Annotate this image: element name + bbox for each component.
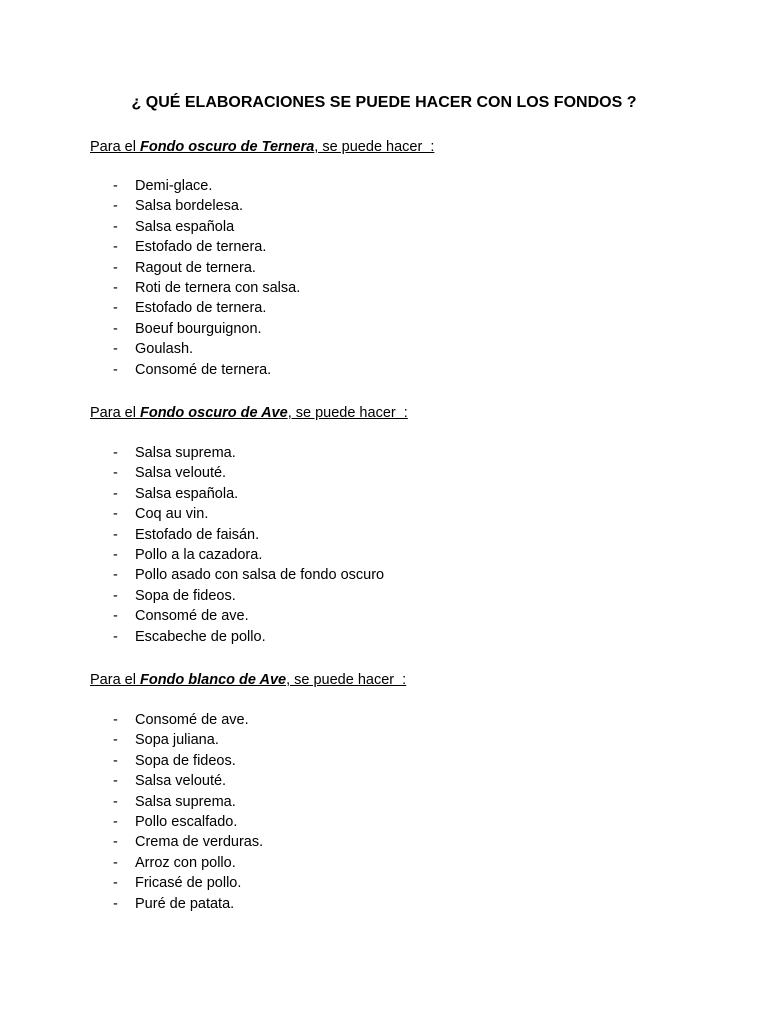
list-item-text: Estofado de ternera.: [135, 300, 267, 317]
bullet-dash: -: [113, 465, 118, 482]
bullet-dash: -: [113, 341, 118, 358]
bullet-dash: -: [113, 875, 118, 892]
list-item-text: Estofado de faisán.: [135, 526, 260, 543]
bullet-dash: -: [113, 854, 118, 871]
section-heading-name: Fondo oscuro de Ternera: [139, 139, 315, 155]
list-item-text: Fricasé de pollo.: [135, 875, 242, 892]
section-heading-oscuro-ave: [90, 404, 408, 422]
bullet-dash: -: [113, 445, 118, 461]
list-item-text: Salsa bordelesa.: [135, 198, 244, 215]
list-item-text: Estofado de ternera.: [135, 239, 267, 256]
bullet-dash: -: [113, 608, 118, 625]
bullet-dash: -: [113, 546, 118, 563]
list-item-text: Roti de ternera con salsa.: [135, 279, 301, 296]
list-item-text: Goulash.: [135, 341, 194, 358]
bullet-dash: -: [113, 793, 118, 810]
bullet-dash: -: [113, 773, 118, 790]
list-item-text: Salsa velouté.: [135, 465, 227, 482]
section-heading-name: Fondo blanco de Ave: [139, 672, 287, 688]
list-item-text: Salsa española.: [135, 485, 239, 502]
list-item-text: Salsa suprema.: [135, 445, 236, 461]
list-item-text: Pollo a la cazadora.: [135, 546, 263, 563]
list-item-text: Consomé de ave.: [135, 608, 249, 625]
list-item-text: Ragout de ternera.: [135, 259, 256, 276]
bullet-dash: -: [113, 813, 118, 830]
bullet-dash: -: [113, 567, 118, 584]
section-heading-suffix: , se puede hacer :: [287, 405, 408, 421]
section-heading-suffix: , se puede hacer :: [314, 139, 435, 155]
section-heading-blanco-ave: [90, 671, 406, 689]
bullet-dash: -: [113, 526, 118, 543]
section-heading-suffix: , se puede hacer :: [286, 672, 407, 688]
section-heading-prefix: Para el: [90, 672, 140, 688]
section-heading-prefix: Para el: [90, 139, 140, 155]
list-item-text: Sopa juliana.: [135, 732, 219, 749]
bullet-dash: -: [113, 178, 118, 194]
list-item-text: Boeuf bourguignon.: [135, 320, 262, 337]
bullet-dash: -: [113, 320, 118, 337]
list-item-text: Pollo escalfado.: [135, 813, 238, 830]
bullet-dash: -: [113, 752, 118, 769]
list-item-text: Consomé de ave.: [135, 712, 249, 728]
bullet-dash: -: [113, 361, 118, 378]
bullet-dash: -: [113, 259, 118, 276]
bullet-dash: -: [113, 834, 118, 851]
list-item-text: Crema de verduras.: [135, 834, 264, 851]
bullet-dash: -: [113, 279, 118, 296]
list-item-text: Demi-glace.: [135, 178, 213, 194]
bullet-dash: -: [113, 485, 118, 502]
bullet-dash: -: [113, 732, 118, 749]
bullet-dash: -: [113, 506, 118, 523]
list-item-text: Pollo asado con salsa de fondo oscuro: [135, 567, 385, 584]
list-item-text: Salsa suprema.: [135, 793, 236, 810]
bullet-dash: -: [113, 198, 118, 215]
list-item-text: Coq au vin.: [135, 506, 209, 523]
section-heading-name: Fondo oscuro de Ave: [139, 405, 288, 421]
list-item-text: Salsa española: [135, 218, 235, 235]
page-title: ¿ QUÉ ELABORACIONES SE PUEDE HACER CON LOS FONDOS ?: [131, 94, 637, 111]
section-heading-ternera: [90, 138, 434, 156]
list-item-text: Escabeche de pollo.: [135, 628, 266, 645]
bullet-dash: -: [113, 712, 118, 728]
bullet-dash: -: [113, 300, 118, 317]
list-item-text: Salsa velouté.: [135, 773, 227, 790]
list-item-text: Sopa de fideos.: [135, 752, 236, 769]
bullet-dash: -: [113, 218, 118, 235]
list-item-text: Arroz con pollo.: [135, 854, 236, 871]
list-item-text: Puré de patata.: [135, 895, 235, 912]
bullet-dash: -: [113, 628, 118, 645]
list-item-text: Sopa de fideos.: [135, 587, 236, 604]
bullet-dash: -: [113, 239, 118, 256]
bullet-dash: -: [113, 895, 118, 912]
bullet-dash: -: [113, 587, 118, 604]
section-heading-prefix: Para el: [90, 405, 140, 421]
list-item-text: Consomé de ternera.: [135, 361, 272, 378]
